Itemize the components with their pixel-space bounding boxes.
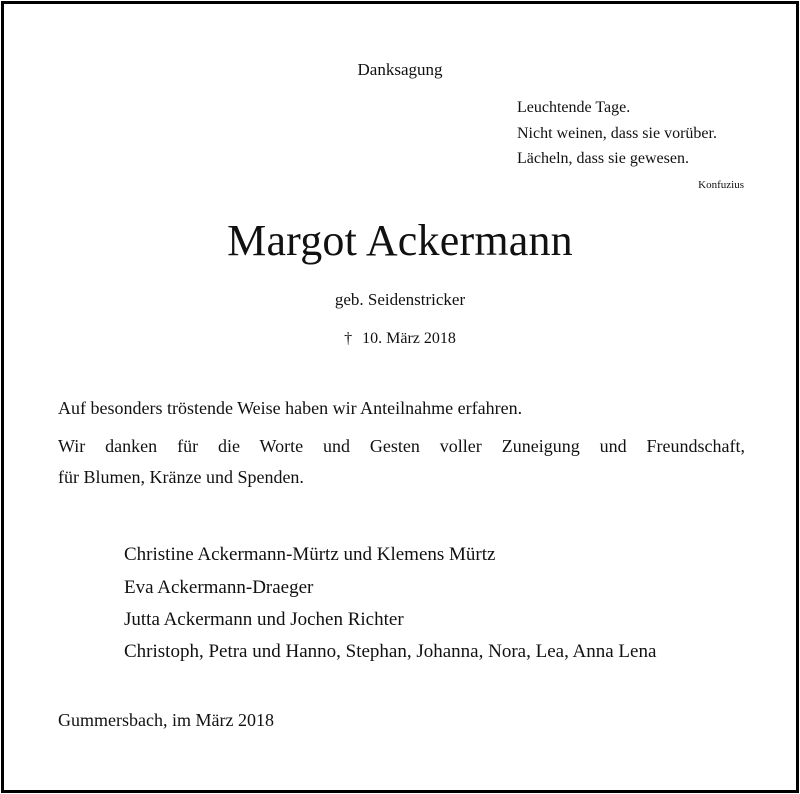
- quote-author: Konfuzius: [698, 179, 744, 191]
- maiden-name: geb. Seidenstricker: [334, 290, 466, 309]
- quote-line-3: Lächeln, dass sie gewesen.: [517, 150, 689, 167]
- place-and-date: Gummersbach, im März 2018: [58, 710, 274, 730]
- quote-line-1: Leuchtende Tage.: [517, 99, 631, 116]
- family-line-1: Christine Ackermann-Mürtz und Klemens Mürtz: [124, 544, 496, 565]
- death-cross-icon: †: [344, 330, 353, 347]
- death-date-line: [0, 330, 800, 348]
- family-line-2: Eva Ackermann-Draeger: [124, 577, 314, 598]
- notice-border: [1, 1, 799, 793]
- message-line-3: für Blumen, Kränze und Spenden.: [58, 467, 304, 487]
- message-line-1: Auf besonders tröstende Weise haben wir Anteilnahme erfahren.: [58, 398, 523, 418]
- family-line-3: Jutta Ackermann und Jochen Richter: [124, 609, 404, 630]
- notice-heading: Danksagung: [357, 60, 443, 79]
- quote-line-2: Nicht weinen, dass sie vorüber.: [517, 125, 717, 142]
- message-line-2: Wir danken für die Worte und Gesten voller Zuneigung und Freundschaft,: [58, 436, 745, 456]
- death-date: 10. März 2018: [362, 330, 456, 347]
- deceased-name: Margot Ackermann: [227, 216, 573, 265]
- family-line-4: Christoph, Petra und Hanno, Stephan, Johanna, Nora, Lea, Anna Lena: [124, 641, 657, 662]
